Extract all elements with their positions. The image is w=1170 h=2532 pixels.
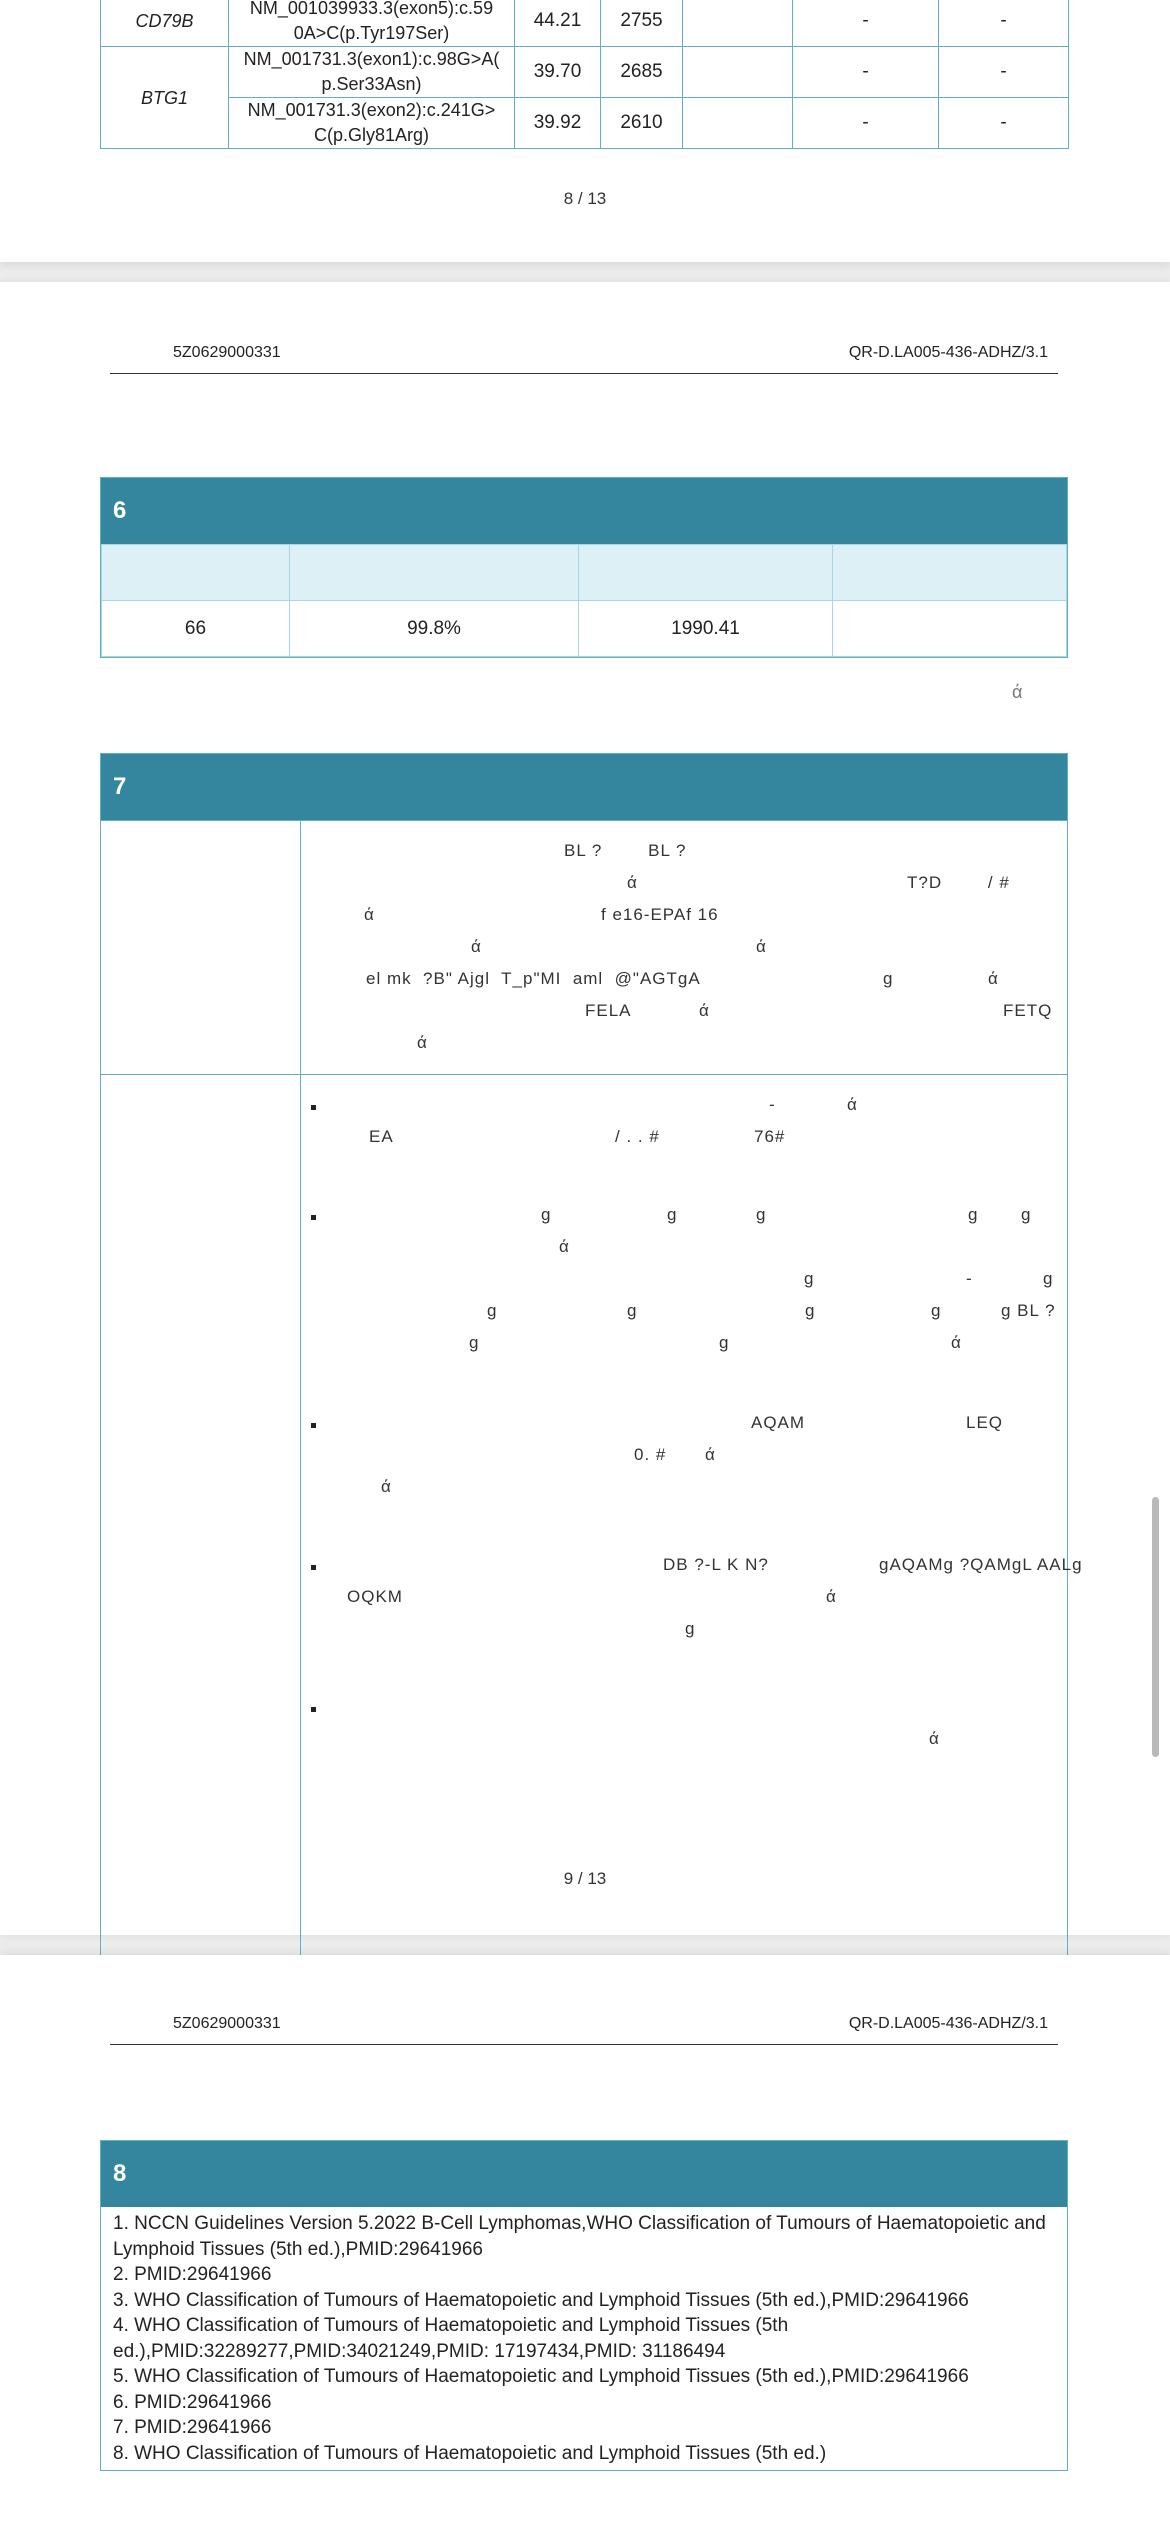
frequency-cell: 39.70 bbox=[515, 47, 601, 98]
gene-cell: CD79B bbox=[101, 0, 229, 47]
text-fragment: g bbox=[931, 1301, 942, 1320]
dash-cell: - bbox=[939, 47, 1069, 98]
table-row bbox=[101, 47, 1069, 98]
text-fragment: g bbox=[685, 1619, 696, 1638]
reference-item: 1. NCCN Guidelines Version 5.2022 B-Cell Lymphomas,WHO Classification of Tumours of Haematopoietic and Lymphoid Tissues (5th ed.),PMID:29641966 bbox=[113, 2213, 1046, 2260]
text-fragment: g bbox=[667, 1205, 678, 1224]
text-fragment: g bbox=[627, 1301, 638, 1320]
text-fragment: ά bbox=[988, 969, 999, 988]
reference-item: 7. PMID:29641966 bbox=[113, 2417, 272, 2438]
text-fragment: g BL ? bbox=[1001, 1301, 1056, 1320]
text-fragment: ά bbox=[417, 1033, 428, 1052]
text-fragment: - bbox=[769, 1095, 776, 1114]
column-header bbox=[579, 545, 833, 601]
text-fragment: ά bbox=[756, 937, 767, 956]
hgvs-line: 0A>C(p.Tyr197Ser) bbox=[293, 22, 450, 43]
page-number: 8 / 13 bbox=[563, 189, 607, 208]
dash-cell: - bbox=[793, 98, 939, 149]
dash-cell: - bbox=[793, 47, 939, 98]
text-fragment: FETQ bbox=[1003, 1001, 1053, 1020]
section-title: 8 bbox=[101, 2141, 1067, 2207]
hgvs-cell bbox=[229, 47, 515, 98]
bullet-marker bbox=[311, 1423, 316, 1428]
depth-cell: 2685 bbox=[601, 47, 683, 98]
page-header bbox=[110, 344, 1058, 374]
reference-item: 3. WHO Classification of Tumours of Haematopoietic and Lymphoid Tissues (5th ed.),PMID:29641966 bbox=[113, 2289, 969, 2311]
text-fragment: - bbox=[966, 1269, 973, 1288]
column-header bbox=[102, 545, 290, 601]
form-code: QR-D.LA005-436-ADHZ/3.1 bbox=[848, 344, 1048, 361]
table-cell: 1990.41 bbox=[579, 601, 833, 657]
text-fragment: g bbox=[719, 1333, 730, 1352]
gene-cell: BTG1 bbox=[101, 47, 229, 149]
column-header bbox=[833, 545, 1067, 601]
report-id: 5Z0629000331 bbox=[173, 2015, 281, 2032]
variant-table bbox=[100, 0, 1069, 149]
text-fragment: 76# bbox=[754, 1127, 786, 1146]
text-fragment: LEQ bbox=[966, 1413, 1004, 1432]
page-header bbox=[110, 2015, 1058, 2045]
table-cell: 66 bbox=[102, 601, 290, 657]
section-7 bbox=[100, 753, 1083, 2051]
column-header bbox=[290, 545, 579, 601]
bullet-marker bbox=[311, 1707, 316, 1712]
text-fragment: ά bbox=[951, 1333, 962, 1352]
text-fragment: g bbox=[805, 1301, 816, 1320]
text-fragment: g bbox=[804, 1269, 815, 1288]
intro-text-cell bbox=[301, 821, 1067, 1074]
scrollbar-thumb[interactable] bbox=[1152, 1497, 1159, 1757]
text-fragment: g bbox=[756, 1205, 767, 1224]
table-header-row bbox=[102, 545, 1067, 601]
bullets-cell bbox=[301, 1075, 1083, 2050]
hgvs-cell bbox=[229, 98, 515, 149]
text-fragment: ά bbox=[381, 1477, 392, 1496]
empty-cell bbox=[683, 0, 793, 47]
text-fragment: DB ?-L K N? bbox=[663, 1555, 769, 1574]
section-title: 7 bbox=[101, 754, 1067, 820]
table-row bbox=[101, 98, 1069, 149]
frequency-cell: 39.92 bbox=[515, 98, 601, 149]
table-row bbox=[101, 0, 1069, 47]
text-fragment: ά bbox=[559, 1237, 570, 1256]
text-fragment: ά bbox=[627, 873, 638, 892]
text-fragment: ά bbox=[471, 937, 482, 956]
hgvs-cell bbox=[229, 0, 515, 47]
reference-item: 5. WHO Classification of Tumours of Haematopoietic and Lymphoid Tissues (5th ed.),PMID:29641966 bbox=[113, 2366, 969, 2387]
report-page-8 bbox=[0, 0, 1170, 262]
text-fragment: / . . # bbox=[615, 1127, 660, 1146]
text-fragment: el mk ?B" Ajgl T_p"MI aml @"AGTgA bbox=[366, 969, 701, 988]
text-fragment: gAQAMg ?QAMgL AALg bbox=[879, 1555, 1083, 1574]
form-code: QR-D.LA005-436-ADHZ/3.1 bbox=[848, 2015, 1048, 2032]
dash-cell: - bbox=[793, 0, 939, 47]
hgvs-line: NM_001731.3(exon1):c.98G>A( bbox=[243, 49, 500, 69]
empty-cell bbox=[683, 98, 793, 149]
text-fragment: ά bbox=[364, 905, 375, 924]
text-fragment: OQKM bbox=[347, 1587, 403, 1606]
row-label-cell bbox=[101, 1075, 301, 2050]
hgvs-line: p.Ser33Asn) bbox=[321, 74, 422, 94]
reference-item: 8. WHO Classification of Tumours of Haematopoietic and Lymphoid Tissues (5th ed.) bbox=[113, 2442, 827, 2464]
text-fragment: BL ? BL ? bbox=[564, 841, 687, 860]
bullet-marker bbox=[311, 1565, 316, 1570]
section-7-intro-row bbox=[101, 820, 1067, 1074]
hgvs-line: C(p.Gly81Arg) bbox=[313, 125, 430, 145]
depth-cell: 2755 bbox=[601, 0, 683, 47]
text-fragment: ά bbox=[705, 1445, 716, 1464]
empty-cell bbox=[683, 47, 793, 98]
section-8 bbox=[100, 2140, 1068, 2471]
text-fragment: T?D / # bbox=[907, 873, 1010, 892]
text-fragment: f e16-EPAf 16 bbox=[601, 905, 719, 924]
text-fragment: g bbox=[1043, 1269, 1054, 1288]
dash-cell: - bbox=[939, 98, 1069, 149]
bullet-marker bbox=[311, 1105, 316, 1110]
dash-cell: - bbox=[939, 0, 1069, 47]
section-6-note: ά bbox=[1012, 682, 1024, 702]
text-fragment: ά bbox=[929, 1729, 940, 1748]
section-6 bbox=[100, 477, 1068, 658]
bullet-marker bbox=[311, 1215, 316, 1220]
table-cell bbox=[833, 601, 1067, 657]
text-fragment: 0. # bbox=[634, 1445, 667, 1464]
row-label-cell bbox=[101, 821, 301, 1074]
page-number: 9 / 13 bbox=[563, 1869, 607, 1888]
reference-item: 2. PMID:29641966 bbox=[113, 2264, 272, 2285]
text-fragment: FELA bbox=[585, 1001, 632, 1020]
reference-list bbox=[101, 2207, 1067, 2470]
text-fragment: ά bbox=[699, 1001, 710, 1020]
text-fragment: g bbox=[1021, 1205, 1032, 1224]
text-fragment: ά bbox=[826, 1587, 837, 1606]
section-7-bullets-row bbox=[101, 1074, 1083, 2050]
hgvs-line: NM_001039933.3(exon5):c.59 bbox=[249, 0, 494, 18]
text-fragment: g bbox=[487, 1301, 498, 1320]
report-page-9 bbox=[0, 282, 1170, 1935]
qc-table bbox=[101, 544, 1067, 657]
text-fragment: ά bbox=[847, 1095, 858, 1114]
table-row bbox=[102, 601, 1067, 657]
table-cell: 99.8% bbox=[290, 601, 579, 657]
text-fragment: AQAM bbox=[751, 1413, 806, 1432]
section-title: 6 bbox=[101, 478, 1067, 544]
text-fragment: g bbox=[469, 1333, 480, 1352]
text-fragment: g bbox=[883, 969, 894, 988]
reference-item: 4. WHO Classification of Tumours of Haematopoietic and Lymphoid Tissues (5th ed.),PMID:32289277,PMID:34021249,PMID: 17197434,PMID: 31186494 bbox=[113, 2315, 789, 2362]
report-page-10 bbox=[0, 1955, 1170, 2532]
hgvs-line: NM_001731.3(exon2):c.241G> bbox=[247, 100, 496, 120]
reference-item: 6. PMID:29641966 bbox=[113, 2391, 272, 2413]
frequency-cell: 44.21 bbox=[515, 0, 601, 47]
text-fragment: g bbox=[968, 1205, 979, 1224]
text-fragment: g bbox=[541, 1205, 552, 1224]
depth-cell: 2610 bbox=[601, 98, 683, 149]
report-id: 5Z0629000331 bbox=[173, 344, 281, 361]
text-fragment: EA bbox=[369, 1127, 394, 1146]
